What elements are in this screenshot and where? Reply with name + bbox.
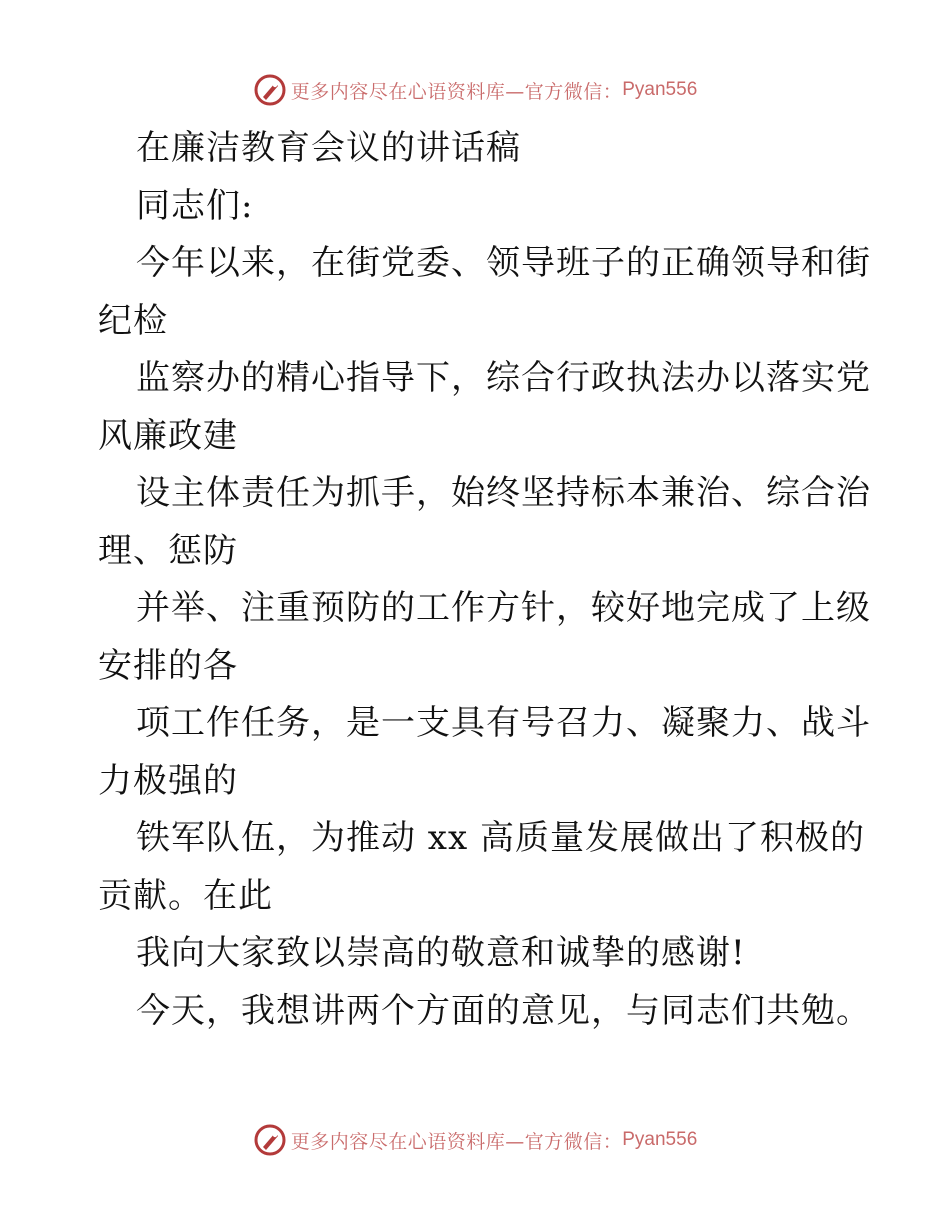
text-line: 贡献。在此 [98,875,273,916]
text-line: 我向大家致以崇高的敬意和诚挚的感谢! [136,933,746,973]
text-line: 设主体责任为抓手，始终坚持标本兼治、综合治 [136,473,871,513]
text-line: 监察办的精心指导下，综合行政执法办以落实党 [136,358,871,398]
text-line: 力极强的 [98,760,238,801]
header-watermark [0,70,950,110]
text-line: 并举、注重预防的工作方针，较好地完成了上级 [136,588,871,628]
document-title: 在廉洁教育会议的讲话稿 [136,128,521,168]
red-pen-nib-logo-icon [253,1123,287,1157]
text-line: 项工作任务，是一支具有号召力、凝聚力、战斗 [136,703,871,743]
text-line: 风廉政建 [98,415,238,456]
watermark-text: 更多内容尽在心语资料库—官方微信： [290,80,623,103]
watermark-text: 更多内容尽在心语资料库—官方微信： [290,1130,623,1153]
text-line: 安排的各 [98,645,238,686]
footer-watermark [0,1120,950,1160]
document-body [98,120,871,1040]
red-pen-nib-logo-icon [253,73,287,107]
text-line: 理、惩防 [98,530,238,571]
watermark-wechat-id: Pyan556 [622,1129,698,1150]
salutation: 同志们: [136,185,254,226]
text-line: 今天，我想讲两个方面的意见，与同志们共勉。 [136,990,871,1031]
text-line: 铁军队伍，为推动 xx 高质量发展做出了积极的 [136,818,865,858]
text-line: 纪检 [98,300,168,341]
watermark-wechat-id: Pyan556 [622,79,698,100]
text-line: 今年以来，在街党委、领导班子的正确领导和街 [136,243,871,283]
